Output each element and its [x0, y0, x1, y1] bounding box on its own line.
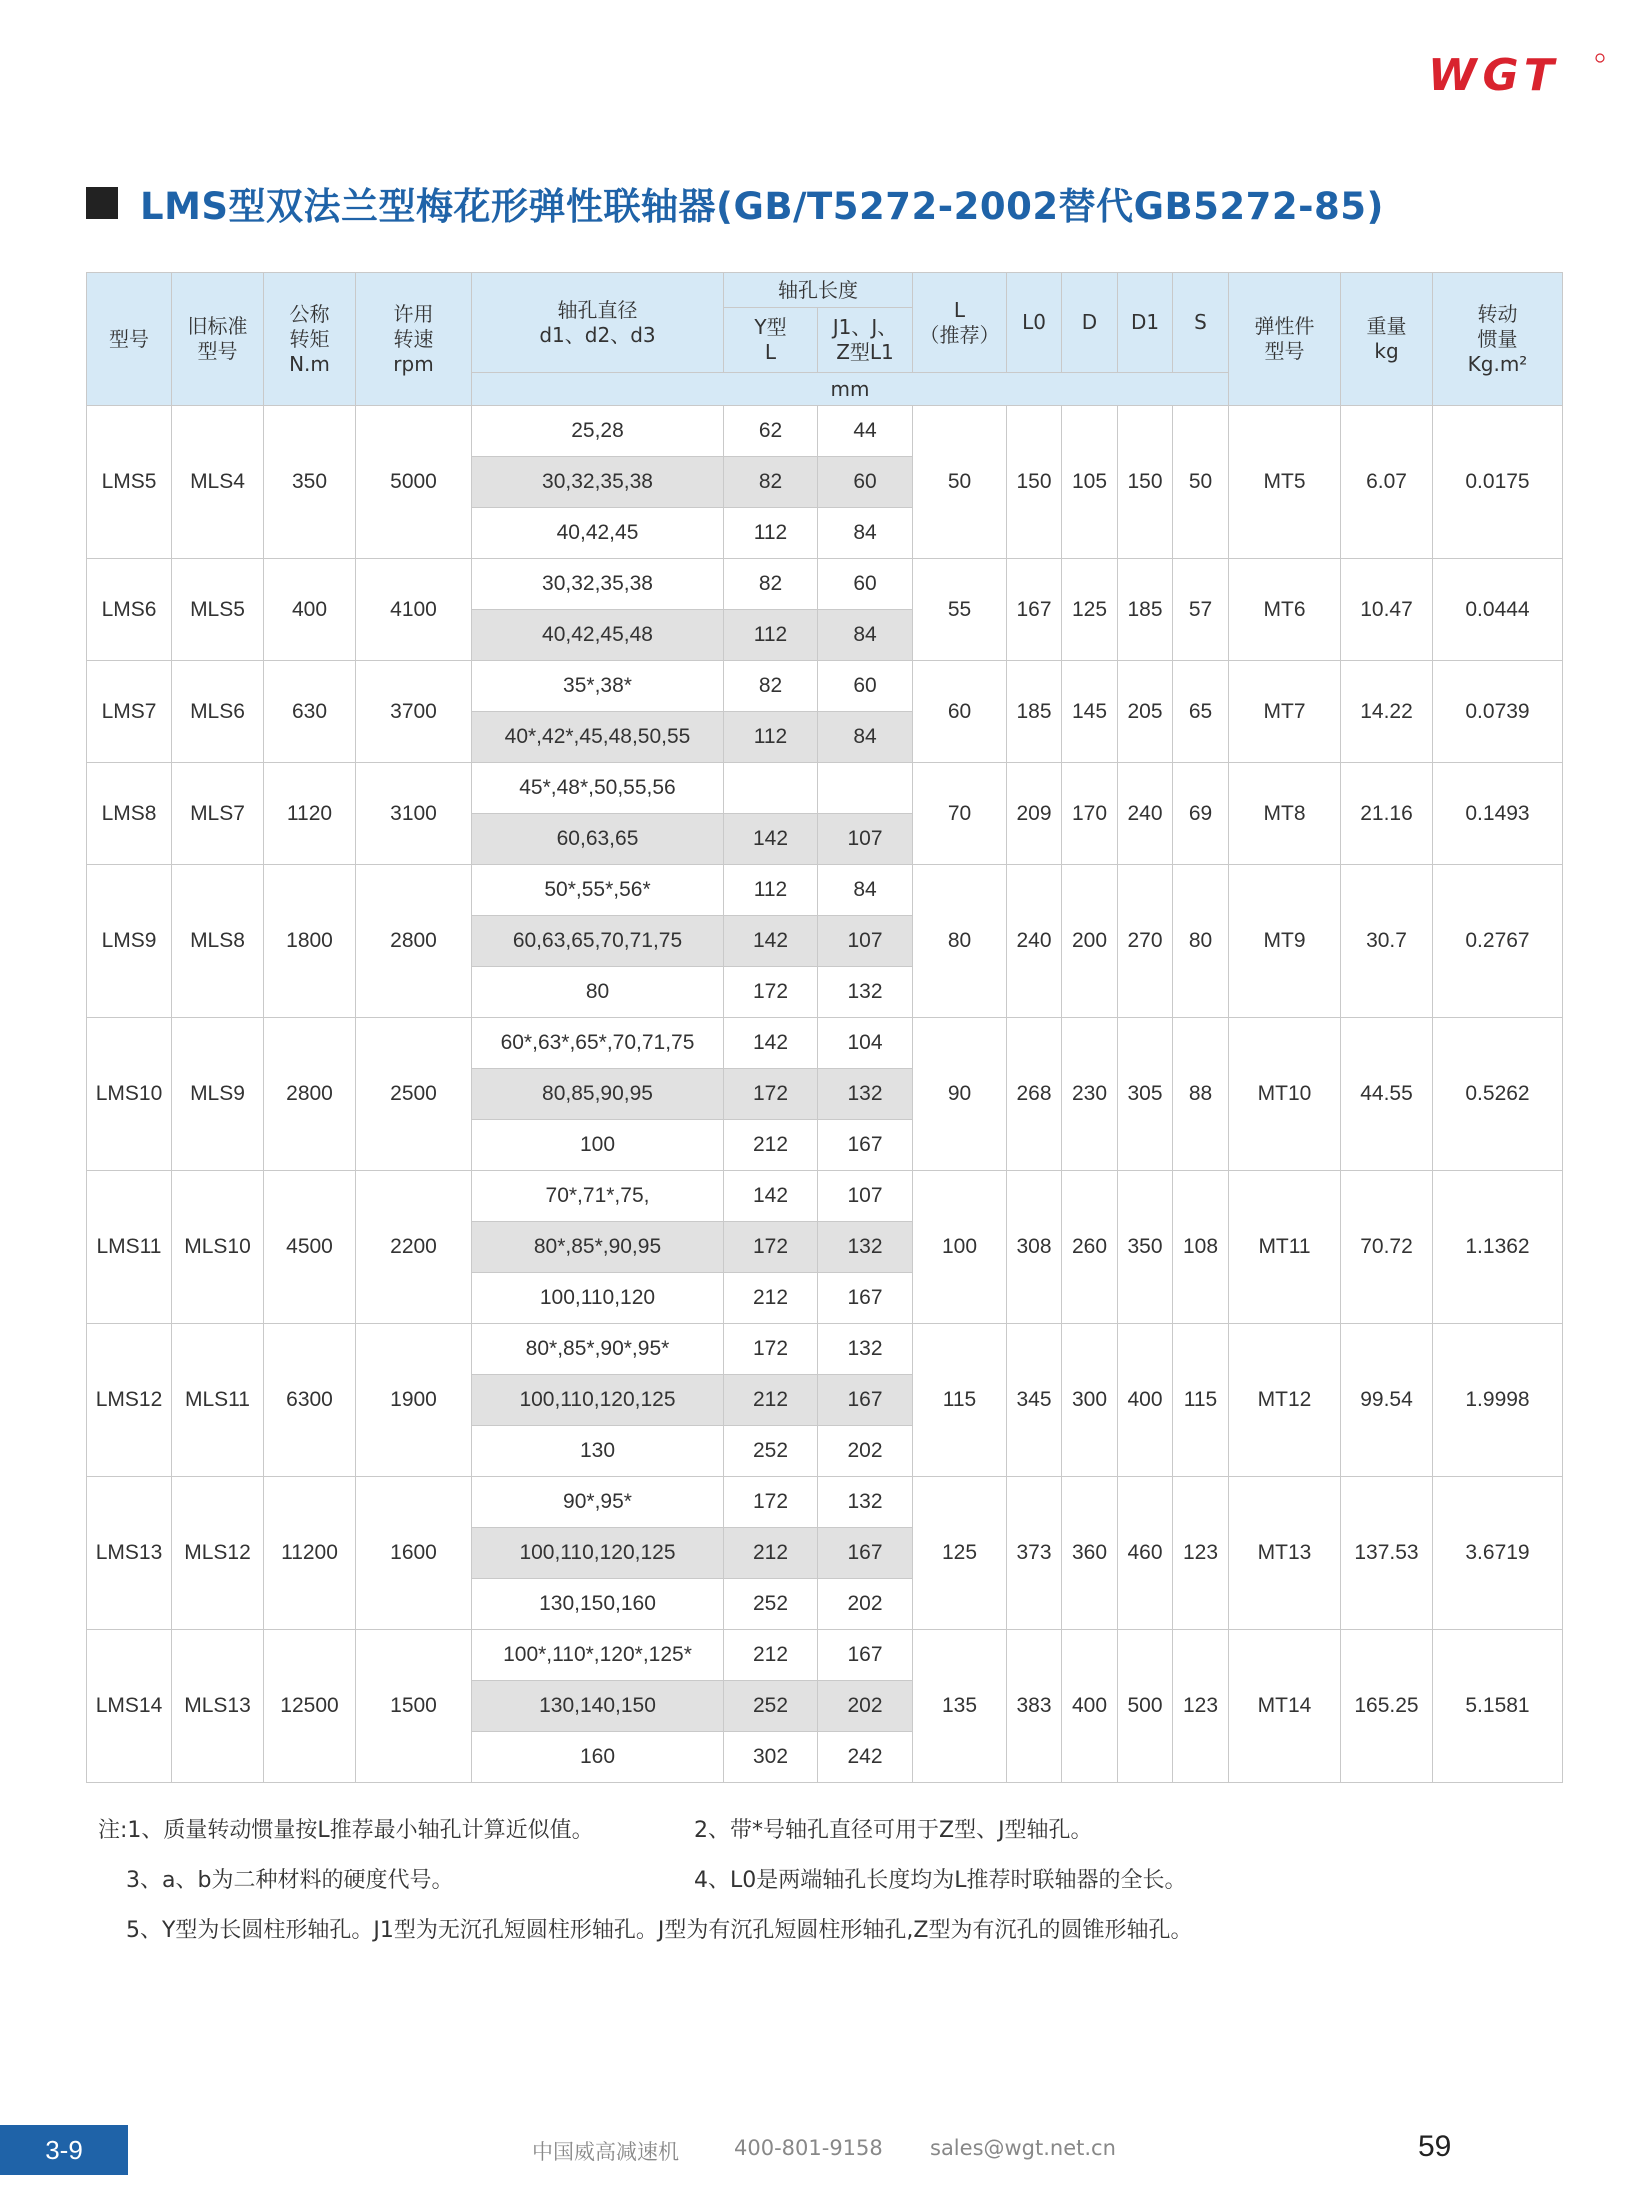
cell-torque: 630	[264, 661, 356, 763]
header-inertia: 转动 惯量 Kg.m²	[1433, 273, 1563, 406]
cell-elastic: MT11	[1229, 1171, 1341, 1324]
cell-bore: 25,28	[472, 406, 724, 457]
header-y-type: Y型 L	[724, 308, 818, 373]
cell-elastic: MT9	[1229, 865, 1341, 1018]
cell-y-length: 172	[724, 1222, 818, 1273]
header-weight: 重量 kg	[1341, 273, 1433, 406]
cell-old-model: MLS4	[172, 406, 264, 559]
cell-j-length: 202	[818, 1579, 913, 1630]
table-row	[87, 1630, 1563, 1681]
cell-model: LMS10	[87, 1018, 172, 1171]
cell-y-length: 112	[724, 712, 818, 763]
header-speed: 许用 转速 rpm	[356, 273, 472, 406]
cell-j-length: 60	[818, 559, 913, 610]
cell-old-model: MLS10	[172, 1171, 264, 1324]
cell-model: LMS12	[87, 1324, 172, 1477]
cell-l: 50	[913, 406, 1007, 559]
cell-j-length: 167	[818, 1630, 913, 1681]
cell-inertia: 0.0739	[1433, 661, 1563, 763]
cell-l: 100	[913, 1171, 1007, 1324]
cell-y-length: 112	[724, 508, 818, 559]
cell-y-length: 112	[724, 865, 818, 916]
cell-speed: 5000	[356, 406, 472, 559]
cell-torque: 6300	[264, 1324, 356, 1477]
cell-l0: 308	[1007, 1171, 1062, 1324]
cell-speed: 2800	[356, 865, 472, 1018]
cell-j-length: 84	[818, 865, 913, 916]
cell-y-length: 62	[724, 406, 818, 457]
page-number: 59	[1418, 2130, 1452, 2163]
cell-y-length: 252	[724, 1681, 818, 1732]
cell-bore: 80	[472, 967, 724, 1018]
cell-j-length: 132	[818, 1324, 913, 1375]
cell-d1: 185	[1118, 559, 1173, 661]
title-block	[86, 176, 1384, 230]
cell-s: 69	[1173, 763, 1229, 865]
cell-weight: 137.53	[1341, 1477, 1433, 1630]
footer-phone: 400-801-9158	[734, 2136, 883, 2160]
header-d: D	[1062, 273, 1118, 373]
cell-y-length: 302	[724, 1732, 818, 1783]
cell-speed: 3100	[356, 763, 472, 865]
cell-d: 200	[1062, 865, 1118, 1018]
cell-j-length: 242	[818, 1732, 913, 1783]
note-1: 注:1、质量转动惯量按L推荐最小轴孔计算近似值。	[98, 1818, 594, 1843]
table-row	[87, 1324, 1563, 1375]
cell-inertia: 3.6719	[1433, 1477, 1563, 1630]
cell-j-length: 107	[818, 1171, 913, 1222]
table-row	[87, 865, 1563, 916]
header-unit: mm	[472, 373, 1229, 406]
table-row	[87, 1171, 1563, 1222]
spec-table-body	[87, 406, 1563, 1783]
cell-bore: 60*,63*,65*,70,71,75	[472, 1018, 724, 1069]
cell-speed: 3700	[356, 661, 472, 763]
cell-weight: 165.25	[1341, 1630, 1433, 1783]
cell-d: 260	[1062, 1171, 1118, 1324]
header-bore: 轴孔直径 d1、d2、d3	[472, 273, 724, 373]
cell-weight: 21.16	[1341, 763, 1433, 865]
cell-bore: 100*,110*,120*,125*	[472, 1630, 724, 1681]
cell-l0: 383	[1007, 1630, 1062, 1783]
cell-d1: 305	[1118, 1018, 1173, 1171]
cell-bore: 100,110,120,125	[472, 1528, 724, 1579]
cell-model: LMS11	[87, 1171, 172, 1324]
cell-j-length: 167	[818, 1273, 913, 1324]
cell-y-length: 172	[724, 1324, 818, 1375]
cell-model: LMS6	[87, 559, 172, 661]
table-row	[87, 1018, 1563, 1069]
cell-inertia: 0.1493	[1433, 763, 1563, 865]
header-j-type: J1、J、 Z型L1	[818, 308, 913, 373]
cell-y-length: 172	[724, 1477, 818, 1528]
cell-bore: 90*,95*	[472, 1477, 724, 1528]
cell-speed: 4100	[356, 559, 472, 661]
cell-model: LMS14	[87, 1630, 172, 1783]
cell-d1: 240	[1118, 763, 1173, 865]
cell-y-length: 172	[724, 967, 818, 1018]
header-torque: 公称 转矩 N.m	[264, 273, 356, 406]
wgt-logo	[1428, 52, 1606, 96]
cell-s: 123	[1173, 1630, 1229, 1783]
cell-inertia: 0.0175	[1433, 406, 1563, 559]
cell-j-length: 202	[818, 1426, 913, 1477]
cell-d1: 270	[1118, 865, 1173, 1018]
cell-old-model: MLS11	[172, 1324, 264, 1477]
cell-y-length: 252	[724, 1579, 818, 1630]
cell-bore: 30,32,35,38	[472, 559, 724, 610]
cell-l0: 167	[1007, 559, 1062, 661]
header-elastic: 弹性件 型号	[1229, 273, 1341, 406]
cell-bore: 80*,85*,90*,95*	[472, 1324, 724, 1375]
cell-j-length: 167	[818, 1375, 913, 1426]
cell-bore: 130,140,150	[472, 1681, 724, 1732]
cell-bore: 100,110,120	[472, 1273, 724, 1324]
cell-bore: 60,63,65,70,71,75	[472, 916, 724, 967]
cell-bore: 130	[472, 1426, 724, 1477]
cell-bore: 100	[472, 1120, 724, 1171]
cell-y-length: 212	[724, 1375, 818, 1426]
footer-company: 中国威高减速机	[532, 2140, 679, 2164]
cell-old-model: MLS13	[172, 1630, 264, 1783]
section-tag: 3-9	[0, 2125, 128, 2175]
cell-bore: 80*,85*,90,95	[472, 1222, 724, 1273]
cell-j-length: 132	[818, 967, 913, 1018]
cell-j-length: 60	[818, 457, 913, 508]
cell-speed: 2200	[356, 1171, 472, 1324]
cell-weight: 6.07	[1341, 406, 1433, 559]
cell-bore: 50*,55*,56*	[472, 865, 724, 916]
cell-d: 105	[1062, 406, 1118, 559]
logo-text: WGT	[1428, 52, 1560, 96]
cell-l: 125	[913, 1477, 1007, 1630]
header-old-model: 旧标准 型号	[172, 273, 264, 406]
cell-y-length: 142	[724, 1018, 818, 1069]
cell-l: 115	[913, 1324, 1007, 1477]
cell-d1: 500	[1118, 1630, 1173, 1783]
cell-l: 135	[913, 1630, 1007, 1783]
note-2: 2、带*号轴孔直径可用于Z型、J型轴孔。	[694, 1818, 1093, 1843]
cell-y-length: 82	[724, 661, 818, 712]
header-l0: L0	[1007, 273, 1062, 373]
cell-elastic: MT12	[1229, 1324, 1341, 1477]
cell-bore: 100,110,120,125	[472, 1375, 724, 1426]
cell-l: 55	[913, 559, 1007, 661]
cell-speed: 1900	[356, 1324, 472, 1477]
cell-bore: 160	[472, 1732, 724, 1783]
cell-speed: 1600	[356, 1477, 472, 1630]
cell-bore: 70*,71*,75,	[472, 1171, 724, 1222]
cell-j-length: 132	[818, 1477, 913, 1528]
cell-j-length: 107	[818, 916, 913, 967]
cell-j-length: 132	[818, 1069, 913, 1120]
cell-torque: 1800	[264, 865, 356, 1018]
cell-elastic: MT6	[1229, 559, 1341, 661]
cell-old-model: MLS7	[172, 763, 264, 865]
cell-inertia: 1.1362	[1433, 1171, 1563, 1324]
cell-elastic: MT10	[1229, 1018, 1341, 1171]
cell-y-length: 142	[724, 916, 818, 967]
table-row	[87, 1477, 1563, 1528]
cell-j-length: 104	[818, 1018, 913, 1069]
cell-s: 80	[1173, 865, 1229, 1018]
cell-elastic: MT5	[1229, 406, 1341, 559]
cell-l0: 150	[1007, 406, 1062, 559]
cell-elastic: MT13	[1229, 1477, 1341, 1630]
cell-y-length: 82	[724, 559, 818, 610]
spec-table	[86, 272, 1563, 1783]
cell-y-length: 212	[724, 1528, 818, 1579]
cell-old-model: MLS12	[172, 1477, 264, 1630]
cell-torque: 4500	[264, 1171, 356, 1324]
cell-j-length	[818, 763, 913, 814]
cell-bore: 40,42,45,48	[472, 610, 724, 661]
cell-weight: 99.54	[1341, 1324, 1433, 1477]
cell-model: LMS7	[87, 661, 172, 763]
cell-bore: 30,32,35,38	[472, 457, 724, 508]
cell-d: 230	[1062, 1018, 1118, 1171]
cell-model: LMS8	[87, 763, 172, 865]
cell-j-length: 107	[818, 814, 913, 865]
cell-j-length: 84	[818, 610, 913, 661]
cell-s: 123	[1173, 1477, 1229, 1630]
cell-l: 60	[913, 661, 1007, 763]
cell-y-length: 212	[724, 1630, 818, 1681]
header-model: 型号	[87, 273, 172, 406]
cell-l: 80	[913, 865, 1007, 1018]
cell-d1: 350	[1118, 1171, 1173, 1324]
cell-y-length: 252	[724, 1426, 818, 1477]
cell-weight: 14.22	[1341, 661, 1433, 763]
cell-model: LMS5	[87, 406, 172, 559]
cell-bore: 130,150,160	[472, 1579, 724, 1630]
cell-s: 88	[1173, 1018, 1229, 1171]
cell-bore: 60,63,65	[472, 814, 724, 865]
title-bullet-icon	[86, 187, 118, 219]
cell-s: 57	[1173, 559, 1229, 661]
cell-torque: 400	[264, 559, 356, 661]
cell-old-model: MLS9	[172, 1018, 264, 1171]
cell-s: 65	[1173, 661, 1229, 763]
cell-torque: 11200	[264, 1477, 356, 1630]
cell-speed: 1500	[356, 1630, 472, 1783]
cell-elastic: MT8	[1229, 763, 1341, 865]
cell-inertia: 0.0444	[1433, 559, 1563, 661]
cell-y-length: 112	[724, 610, 818, 661]
cell-model: LMS9	[87, 865, 172, 1018]
table-row	[87, 763, 1563, 814]
cell-l0: 268	[1007, 1018, 1062, 1171]
cell-l0: 240	[1007, 865, 1062, 1018]
cell-l0: 345	[1007, 1324, 1062, 1477]
cell-y-length: 212	[724, 1120, 818, 1171]
cell-d: 170	[1062, 763, 1118, 865]
cell-old-model: MLS6	[172, 661, 264, 763]
cell-torque: 1120	[264, 763, 356, 865]
cell-d: 145	[1062, 661, 1118, 763]
cell-s: 108	[1173, 1171, 1229, 1324]
cell-j-length: 167	[818, 1120, 913, 1171]
cell-inertia: 5.1581	[1433, 1630, 1563, 1783]
page-title: LMS型双法兰型梅花形弹性联轴器(GB/T5272-2002替代GB5272-85)	[140, 185, 1384, 228]
header-l-recommended: L （推荐）	[913, 273, 1007, 373]
table-row	[87, 406, 1563, 457]
cell-bore: 45*,48*,50,55,56	[472, 763, 724, 814]
cell-d1: 460	[1118, 1477, 1173, 1630]
cell-bore: 80,85,90,95	[472, 1069, 724, 1120]
cell-j-length: 202	[818, 1681, 913, 1732]
cell-bore: 35*,38*	[472, 661, 724, 712]
cell-weight: 30.7	[1341, 865, 1433, 1018]
cell-d: 400	[1062, 1630, 1118, 1783]
note-4: 4、L0是两端轴孔长度均为L推荐时联轴器的全长。	[694, 1868, 1187, 1893]
header-d1: D1	[1118, 273, 1173, 373]
cell-s: 115	[1173, 1324, 1229, 1477]
cell-l0: 209	[1007, 763, 1062, 865]
cell-torque: 350	[264, 406, 356, 559]
cell-elastic: MT7	[1229, 661, 1341, 763]
cell-old-model: MLS5	[172, 559, 264, 661]
cell-j-length: 84	[818, 712, 913, 763]
cell-model: LMS13	[87, 1477, 172, 1630]
cell-bore: 40,42,45	[472, 508, 724, 559]
cell-elastic: MT14	[1229, 1630, 1341, 1783]
cell-l0: 373	[1007, 1477, 1062, 1630]
cell-j-length: 84	[818, 508, 913, 559]
cell-j-length: 60	[818, 661, 913, 712]
cell-y-length: 82	[724, 457, 818, 508]
cell-y-length: 142	[724, 814, 818, 865]
cell-y-length: 142	[724, 1171, 818, 1222]
cell-d1: 400	[1118, 1324, 1173, 1477]
cell-l: 70	[913, 763, 1007, 865]
cell-l: 90	[913, 1018, 1007, 1171]
cell-bore: 40*,42*,45,48,50,55	[472, 712, 724, 763]
cell-s: 50	[1173, 406, 1229, 559]
header-bore-length: 轴孔长度	[724, 273, 913, 308]
cell-y-length: 172	[724, 1069, 818, 1120]
cell-inertia: 1.9998	[1433, 1324, 1563, 1477]
cell-y-length	[724, 763, 818, 814]
cell-d1: 205	[1118, 661, 1173, 763]
cell-old-model: MLS8	[172, 865, 264, 1018]
cell-j-length: 167	[818, 1528, 913, 1579]
cell-speed: 2500	[356, 1018, 472, 1171]
cell-l0: 185	[1007, 661, 1062, 763]
cell-d: 125	[1062, 559, 1118, 661]
note-3: 3、a、b为二种材料的硬度代号。	[126, 1868, 454, 1893]
cell-weight: 44.55	[1341, 1018, 1433, 1171]
cell-weight: 10.47	[1341, 559, 1433, 661]
cell-d: 300	[1062, 1324, 1118, 1477]
cell-j-length: 132	[818, 1222, 913, 1273]
table-row	[87, 559, 1563, 610]
header-s: S	[1173, 273, 1229, 373]
cell-d1: 150	[1118, 406, 1173, 559]
cell-torque: 12500	[264, 1630, 356, 1783]
cell-j-length: 44	[818, 406, 913, 457]
table-row	[87, 661, 1563, 712]
note-5: 5、Y型为长圆柱形轴孔。J1型为无沉孔短圆柱形轴孔。J型为有沉孔短圆柱形轴孔,Z型为有沉孔的圆锥形轴孔。	[126, 1918, 1193, 1943]
cell-inertia: 0.5262	[1433, 1018, 1563, 1171]
cell-weight: 70.72	[1341, 1171, 1433, 1324]
cell-torque: 2800	[264, 1018, 356, 1171]
footer-email[interactable]: sales@wgt.net.cn	[930, 2136, 1116, 2160]
cell-inertia: 0.2767	[1433, 865, 1563, 1018]
cell-y-length: 212	[724, 1273, 818, 1324]
cell-d: 360	[1062, 1477, 1118, 1630]
